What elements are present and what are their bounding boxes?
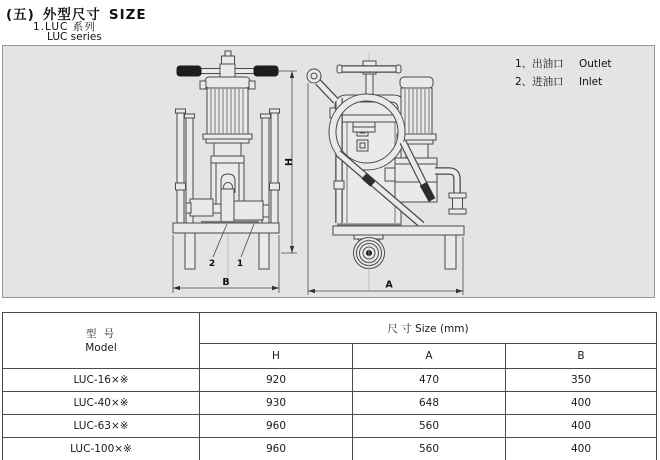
model-column-header: 型 号 Model	[3, 313, 200, 369]
outlet-pipe	[435, 171, 466, 214]
baseplate-side	[333, 226, 464, 235]
front-view-drawing	[173, 51, 297, 293]
left-grip	[177, 66, 201, 76]
model-cell: LUC-40×※	[3, 392, 200, 415]
b-cell: 400	[506, 438, 657, 460]
section-label: (五)	[6, 7, 35, 23]
series-label-cn: 1.LUC 系列	[33, 21, 96, 33]
inlet-port-label: 2	[208, 259, 216, 269]
pull-handle	[307, 69, 336, 101]
drawing-panel	[2, 45, 655, 298]
a-cell: 560	[353, 415, 506, 438]
dimension-table	[2, 312, 657, 460]
technical-drawing	[3, 46, 654, 297]
caster-wheel	[354, 235, 385, 273]
dimension-a-label: A	[385, 279, 393, 291]
side-view-drawing	[307, 53, 466, 295]
title-cn: 外型尺寸	[42, 7, 101, 23]
column-header-b: B	[506, 344, 657, 369]
table-row	[3, 369, 657, 392]
table-row	[3, 438, 657, 460]
model-cell: LUC-16×※	[3, 369, 200, 392]
baseplate-front	[173, 223, 279, 233]
h-cell: 930	[200, 392, 353, 415]
a-cell: 648	[353, 392, 506, 415]
h-cell: 920	[200, 369, 353, 392]
pump-front	[186, 189, 269, 223]
h-cell: 960	[200, 415, 353, 438]
dimension-b-label: B	[222, 277, 230, 288]
legend-item-outlet: 1、出油口 Outlet	[515, 58, 612, 70]
b-cell: 400	[506, 392, 657, 415]
b-cell: 350	[506, 369, 657, 392]
column-header-h: H	[200, 344, 353, 369]
a-cell: 470	[353, 369, 506, 392]
series-label-en: LUC series	[47, 31, 102, 43]
size-header: 尺 寸 Size (mm)	[200, 313, 657, 344]
right-grip	[254, 66, 278, 76]
h-cell: 960	[200, 438, 353, 460]
rear-leg	[445, 235, 456, 269]
b-cell: 400	[506, 415, 657, 438]
dimension-h	[278, 71, 297, 253]
outlet-port-label: 1	[236, 259, 244, 269]
model-cell: LUC-100×※	[3, 438, 200, 460]
motor-front	[200, 77, 255, 143]
legend-item-inlet: 2、进油口 Inlet	[515, 76, 603, 88]
dimension-h-label: H	[284, 158, 295, 166]
title-en: SIZE	[108, 7, 147, 23]
column-header-a: A	[353, 344, 506, 369]
a-cell: 560	[353, 438, 506, 460]
model-cell: LUC-63×※	[3, 415, 200, 438]
table-row	[3, 392, 657, 415]
table-row	[3, 415, 657, 438]
